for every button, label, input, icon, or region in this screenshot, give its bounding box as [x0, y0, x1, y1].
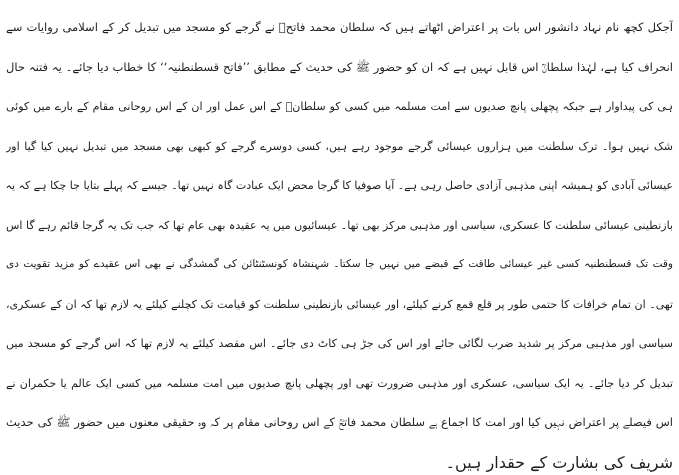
- paragraph-line-9: سیاسی اور مذہبی مرکز پر شدید ضرب لگائی جائے اور اس کی جڑ ہی کاٹ دی جائے۔ اس مقصد کیلئے یہ لازم تھا کہ اس گرجے کو مسجد میں: [6, 337, 673, 350]
- paragraph-line-4: شک نہیں ہوا۔ ترک سلطنت میں ہزاروں عیسائی گرجے موجود رہے ہیں، کسی دوسرے گرجے کو کبھی بھی مسجد میں تبدیل نہیں کیا گیا اور: [6, 139, 673, 153]
- paragraph-line-7: وقت تک قسطنطنیہ کسی غیر عیسائی طاقت کے قبضے میں نہیں جا سکتا۔ شہنشاہ کونسٹنٹائن کی گمشدگی نے بھی اس عقیدے کو مزید تقویت دی: [6, 258, 673, 270]
- paragraph-line-10: تبدیل کر دیا جائے۔ یہ ایک سیاسی، عسکری اور مذہبی ضرورت تھی اور پچھلی پانچ صدیوں میں امت مسلمہ میں کسی ایک عالم یا حکمران نے: [6, 376, 673, 390]
- paragraph-line-8: تھی۔ ان تمام خرافات کا حتمی طور پر قلع قمع کرنے کیلئے، اور عیسائی بازنطینی سلطنت کو قیامت تک کچلنے کیلئے یہ لازم تھا کہ ان کے عسکری،: [6, 297, 673, 311]
- paragraph-line-12: شریف کی بشارت کے حقدار ہیں۔: [445, 452, 673, 472]
- urdu-paragraph: [6, 8, 673, 475]
- paragraph-line-6: بازنطینی عیسائی سلطنت کا عسکری، سیاسی اور مذہبی مرکز بھی تھا۔ عیسائیوں میں یہ عقیدہ بھی عام تھا کہ جب تک یہ گرجا قائم رہے گا اس: [6, 218, 673, 232]
- paragraph-line-1: آجکل کچھ نام نہاد دانشور اس بات پر اعتراض اٹھاتے ہیں کہ سلطان محمد فاتحؒ نے گرجے کو مسجد میں تبدیل کر کے اسلامی روایات سے: [6, 20, 673, 34]
- paragraph-line-2: انحراف کیا ہے، لہٰذا سلطانؒ اس قابل نہیں ہے کہ ان کو حضور ﷺ کی حدیث کے مطابق ’’فاتح قسطنطنیہ‘‘ کا خطاب دیا جائے۔ یہ فتنہ حال: [6, 59, 673, 74]
- paragraph-line-11: اس فیصلے پر اعتراض نہیں کیا اور امت کا اجماع ہے سلطان محمد فاتحؒ کے اس روحانی مقام پر کہ وہ حقیقی معنوں میں حضور ﷺ کی حدیث: [6, 415, 673, 429]
- paragraph-line-3: ہی کی پیداوار ہے جبکہ پچھلی پانچ صدیوں سے امت مسلمہ میں کسی کو سلطانؒ کے اس عمل اور ان کے اس روحانی مقام کے بارے میں کوئی: [6, 100, 673, 113]
- paragraph-line-5: عیسائی آبادی کو ہمیشہ اپنی مذہبی آزادی حاصل رہی ہے۔ آیا صوفیا کا گرجا محض ایک عبادت گاہ نہیں تھا۔ جیسے کہ پہلے بتایا جا چکا ہے کہ یہ: [6, 179, 673, 192]
